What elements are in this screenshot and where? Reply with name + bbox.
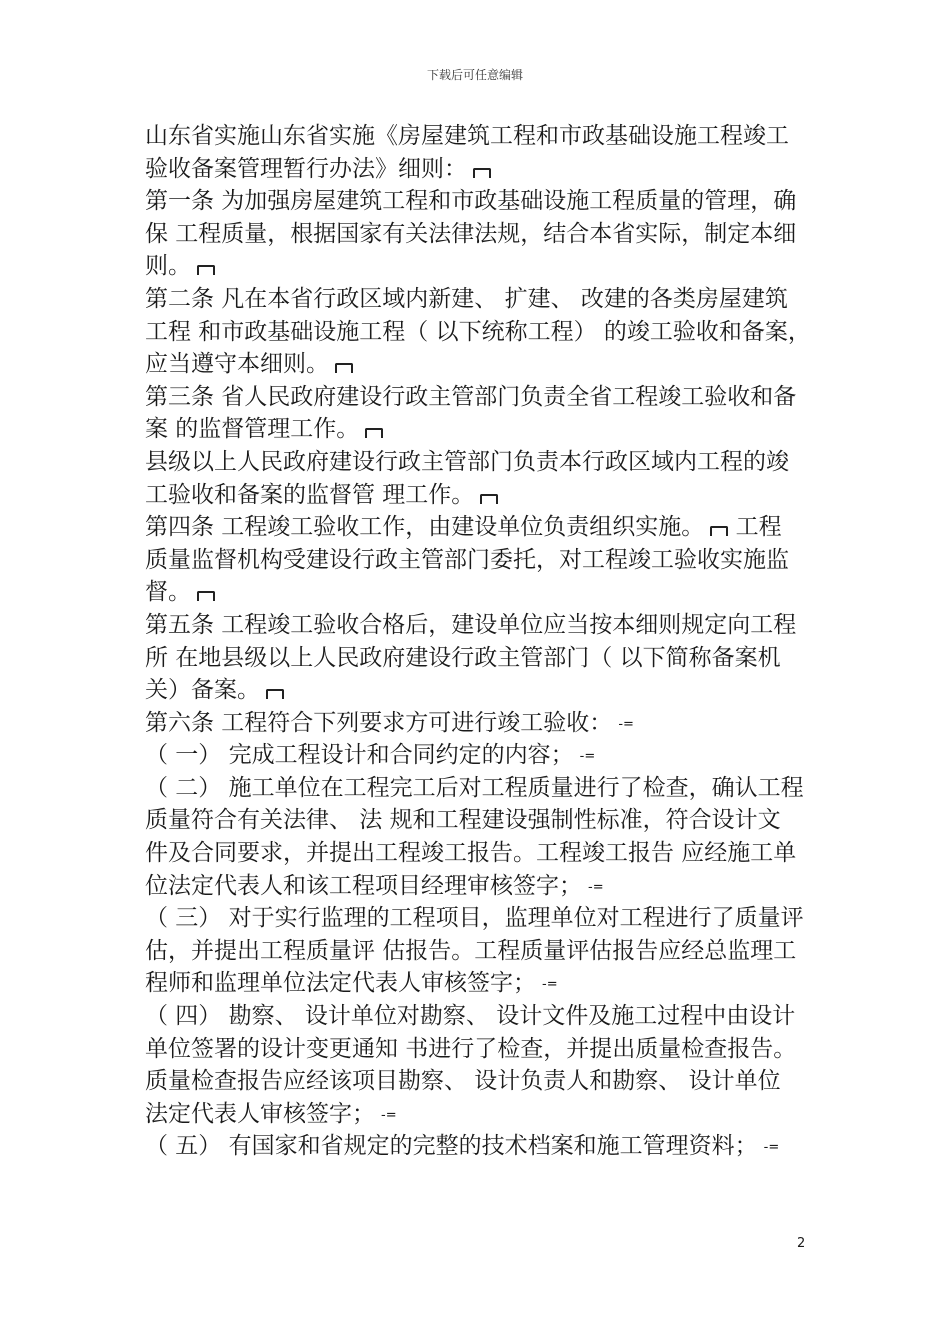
paragraph-mark-icon bbox=[473, 168, 491, 178]
text-line bbox=[145, 120, 810, 153]
text-line bbox=[145, 707, 810, 740]
paragraph-mark-icon bbox=[266, 689, 284, 699]
line-text: （ 一） 完成工程设计和合同约定的内容； bbox=[145, 742, 574, 769]
line-text: 第四条 工程竣工验收工作，由建设单位负责组织实施。 bbox=[145, 514, 705, 541]
enter-mark-icon: -= bbox=[542, 977, 558, 993]
enter-mark-icon: -= bbox=[618, 716, 634, 732]
line-text: 案 的监督管理工作。 bbox=[145, 416, 360, 443]
line-text: 县级以上人民政府建设行政主管部门负责本行政区域内工程的竣 bbox=[145, 448, 789, 475]
text-line bbox=[145, 576, 810, 609]
line-text: 督。 bbox=[145, 579, 191, 606]
line-text-after: 工程 bbox=[728, 514, 782, 541]
enter-mark-icon: -= bbox=[381, 1107, 397, 1123]
line-text: 验收备案管理暂行办法》细则： bbox=[145, 155, 467, 182]
page-number: 2 bbox=[797, 1236, 806, 1251]
line-text: 第一条 为加强房屋建筑工程和市政基础设施工程质量的管理，确 bbox=[145, 188, 797, 215]
enter-mark-icon: -= bbox=[763, 1140, 780, 1156]
line-text: 工程 和市政基础设施工程（ 以下统称工程） 的竣工验收和备案， bbox=[145, 318, 811, 345]
line-text: 质量符合有关法律、 法 规和工程建设强制性标准，符合设计文 bbox=[145, 807, 781, 834]
paragraph-mark-icon bbox=[197, 265, 215, 275]
line-text: 单位签署的设计变更通知 书进行了检查，并提出质量检查报告。 bbox=[145, 1035, 797, 1062]
paragraph-mark-icon bbox=[365, 428, 383, 438]
line-text: （ 二） 施工单位在工程完工后对工程质量进行了检查，确认工程 bbox=[145, 774, 804, 801]
line-text: 程师和监理单位法定代表人审核签字； bbox=[145, 970, 536, 997]
line-text: 山东省实施山东省实施《房屋建筑工程和市政基础设施工程竣工 bbox=[145, 123, 789, 149]
line-text: 质量监督机构受建设行政主管部门委托，对工程竣工验收实施监 bbox=[145, 546, 789, 573]
paragraph-mark-icon bbox=[335, 363, 353, 373]
line-text: 第三条 省人民政府建设行政主管部门负责全省工程竣工验收和备 bbox=[145, 383, 797, 410]
text-line bbox=[145, 316, 810, 349]
text-line bbox=[145, 739, 810, 772]
line-text: （ 三） 对于实行监理的工程项目，监理单位对工程进行了质量评 bbox=[145, 905, 804, 932]
text-line bbox=[145, 837, 810, 870]
text-line bbox=[145, 185, 810, 218]
paragraph-mark-icon bbox=[480, 494, 498, 504]
text-line bbox=[145, 1098, 810, 1131]
text-line bbox=[145, 642, 810, 675]
text-line bbox=[145, 1065, 810, 1098]
line-text: （ 五） 有国家和省规定的完整的技术档案和施工管理资料； bbox=[145, 1133, 758, 1160]
line-text: 位法定代表人和该工程项目经理审核签字； bbox=[145, 872, 582, 899]
line-text: 关）备案。 bbox=[145, 677, 260, 704]
text-line bbox=[145, 511, 810, 544]
text-line bbox=[145, 218, 810, 251]
line-text: 应当遵守本细则。 bbox=[145, 351, 329, 378]
text-line bbox=[145, 250, 810, 283]
text-line bbox=[145, 772, 810, 805]
text-line bbox=[145, 609, 810, 642]
line-text: （ 四） 勘察、 设计单位对勘察、 设计文件及施工过程中由设计 bbox=[145, 1003, 796, 1030]
text-line bbox=[145, 935, 810, 968]
enter-mark-icon: -= bbox=[579, 749, 596, 765]
paragraph-mark-icon bbox=[710, 526, 728, 536]
text-line bbox=[145, 446, 810, 479]
page-header: 下载后可任意编辑 bbox=[426, 68, 523, 82]
line-text: 质量检查报告应经该项目勘察、 设计负责人和勘察、 设计单位 bbox=[145, 1068, 781, 1095]
text-line bbox=[145, 804, 810, 837]
line-text: 工验收和备案的监督管 理工作。 bbox=[145, 481, 475, 508]
text-line bbox=[145, 413, 810, 446]
line-text: 法定代表人审核签字； bbox=[145, 1100, 375, 1127]
text-line bbox=[145, 902, 810, 935]
text-line bbox=[145, 283, 810, 316]
line-text: 所 在地县级以上人民政府建设行政主管部门（ 以下简称备案机 bbox=[145, 644, 781, 671]
text-line bbox=[145, 1130, 810, 1163]
line-text: 保 工程质量，根据国家有关法律法规，结合本省实际，制定本细 bbox=[145, 220, 797, 247]
line-text: 件及合同要求，并提出工程竣工报告。工程竣工报告 应经施工单 bbox=[145, 840, 797, 867]
text-line bbox=[145, 544, 810, 577]
line-text: 则。 bbox=[145, 253, 191, 280]
text-line bbox=[145, 1000, 810, 1033]
line-text: 第六条 工程符合下列要求方可进行竣工验收： bbox=[145, 709, 613, 736]
text-line bbox=[145, 1033, 810, 1066]
text-line bbox=[145, 153, 810, 186]
text-line bbox=[145, 479, 810, 512]
text-line bbox=[145, 674, 810, 707]
text-line bbox=[145, 348, 810, 381]
text-line bbox=[145, 381, 810, 414]
text-line bbox=[145, 967, 810, 1000]
text-line bbox=[145, 870, 810, 903]
line-text: 估，并提出工程质量评 估报告。工程质量评估报告应经总监理工 bbox=[145, 937, 797, 964]
line-text: 第二条 凡在本省行政区域内新建、 扩建、 改建的各类房屋建筑 bbox=[145, 285, 788, 312]
line-text: 第五条 工程竣工验收合格后，建设单位应当按本细则规定向工程 bbox=[145, 611, 797, 638]
enter-mark-icon: -= bbox=[588, 879, 604, 895]
paragraph-mark-icon bbox=[197, 591, 215, 601]
document-body bbox=[145, 120, 810, 1163]
